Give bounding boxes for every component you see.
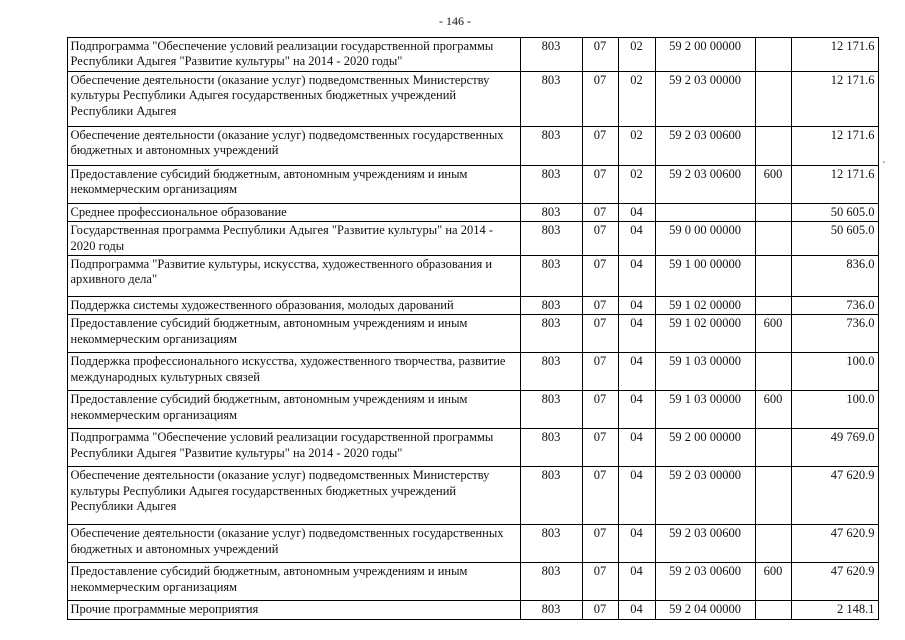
table-row	[33, 256, 878, 297]
cell-section: 07	[582, 429, 618, 467]
cell-name: Поддержка системы художественного образования, молодых дарований	[67, 297, 520, 315]
table-row	[33, 38, 878, 72]
cell-name: Среднее профессиональное образование	[67, 203, 520, 221]
cell-amount: 50 605.0	[791, 222, 878, 256]
row-margin	[33, 203, 67, 221]
cell-expense-type	[755, 71, 791, 126]
cell-name: Обеспечение деятельности (оказание услуг) подведомственных Министерству культуры Республики Адыгея государственных бюджетных учреждений Республики Адыгея	[67, 71, 520, 126]
table-row	[33, 71, 878, 126]
cell-name: Обеспечение деятельности (оказание услуг) подведомственных государственных бюджетных и автономных учреждений	[67, 525, 520, 563]
row-margin	[33, 38, 67, 72]
table-row	[33, 429, 878, 467]
cell-name: Обеспечение деятельности (оказание услуг) подведомственных государственных бюджетных и автономных учреждений	[67, 126, 520, 165]
cell-name: Поддержка профессионального искусства, художественного творчества, развитие международных культурных связей	[67, 353, 520, 391]
cell-expense-type: 600	[755, 315, 791, 353]
cell-target: 59 1 00 00000	[655, 256, 755, 297]
cell-amount: 100.0	[791, 353, 878, 391]
cell-ministry: 803	[520, 353, 582, 391]
table-row	[33, 467, 878, 525]
row-margin	[33, 467, 67, 525]
cell-name: Предоставление субсидий бюджетным, автономным учреждениям и иным некоммерческим организациям	[67, 315, 520, 353]
cell-expense-type	[755, 601, 791, 619]
cell-subsection: 04	[618, 467, 655, 525]
cell-amount: 100.0	[791, 391, 878, 429]
row-margin	[33, 429, 67, 467]
cell-target	[655, 203, 755, 221]
cell-ministry: 803	[520, 467, 582, 525]
cell-ministry: 803	[520, 256, 582, 297]
cell-expense-type: 600	[755, 391, 791, 429]
table-row	[33, 203, 878, 221]
cell-section: 07	[582, 467, 618, 525]
cell-name: Обеспечение деятельности (оказание услуг) подведомственных Министерству культуры Республики Адыгея государственных бюджетных учреждений Республики Адыгея	[67, 467, 520, 525]
row-margin	[33, 601, 67, 619]
table-row	[33, 391, 878, 429]
cell-amount: 12 171.6	[791, 165, 878, 203]
cell-amount: 836.0	[791, 256, 878, 297]
cell-ministry: 803	[520, 38, 582, 72]
cell-ministry: 803	[520, 563, 582, 601]
table-row	[33, 126, 878, 165]
table-row	[33, 353, 878, 391]
cell-amount: 736.0	[791, 297, 878, 315]
cell-target: 59 2 03 00000	[655, 71, 755, 126]
cell-subsection: 04	[618, 601, 655, 619]
cell-section: 07	[582, 126, 618, 165]
row-margin	[33, 126, 67, 165]
cell-name: Предоставление субсидий бюджетным, автономным учреждениям и иным некоммерческим организациям	[67, 391, 520, 429]
cell-ministry: 803	[520, 297, 582, 315]
row-margin	[33, 563, 67, 601]
cell-target: 59 2 04 00000	[655, 601, 755, 619]
cell-ministry: 803	[520, 222, 582, 256]
cell-target: 59 2 03 00000	[655, 467, 755, 525]
cell-name: Предоставление субсидий бюджетным, автономным учреждениям и иным некоммерческим организациям	[67, 165, 520, 203]
row-margin	[33, 165, 67, 203]
cell-subsection: 04	[618, 429, 655, 467]
cell-section: 07	[582, 297, 618, 315]
cell-amount: 50 605.0	[791, 203, 878, 221]
cell-amount: 47 620.9	[791, 525, 878, 563]
cell-target: 59 2 03 00600	[655, 563, 755, 601]
cell-target: 59 1 03 00000	[655, 391, 755, 429]
table-row	[33, 563, 878, 601]
row-margin	[33, 256, 67, 297]
cell-section: 07	[582, 353, 618, 391]
cell-target: 59 1 02 00000	[655, 315, 755, 353]
cell-ministry: 803	[520, 165, 582, 203]
cell-name: Подпрограмма "Обеспечение условий реализации государственной программы Республики Адыгея "Развитие культуры" на 2014 - 2020 годы"	[67, 38, 520, 72]
cell-expense-type	[755, 467, 791, 525]
cell-section: 07	[582, 391, 618, 429]
cell-subsection: 04	[618, 256, 655, 297]
cell-expense-type	[755, 256, 791, 297]
cell-subsection: 04	[618, 203, 655, 221]
cell-section: 07	[582, 165, 618, 203]
cell-section: 07	[582, 563, 618, 601]
cell-subsection: 02	[618, 71, 655, 126]
cell-ministry: 803	[520, 126, 582, 165]
cell-ministry: 803	[520, 203, 582, 221]
cell-expense-type	[755, 203, 791, 221]
scan-mark: '	[883, 160, 885, 171]
cell-amount: 736.0	[791, 315, 878, 353]
row-margin	[33, 297, 67, 315]
cell-section: 07	[582, 256, 618, 297]
cell-amount: 12 171.6	[791, 126, 878, 165]
cell-ministry: 803	[520, 525, 582, 563]
cell-section: 07	[582, 71, 618, 126]
cell-subsection: 04	[618, 315, 655, 353]
cell-ministry: 803	[520, 601, 582, 619]
row-margin	[33, 391, 67, 429]
cell-subsection: 02	[618, 38, 655, 72]
cell-section: 07	[582, 203, 618, 221]
row-margin	[33, 353, 67, 391]
table-row	[33, 222, 878, 256]
cell-target: 59 2 00 00000	[655, 38, 755, 72]
cell-expense-type	[755, 353, 791, 391]
cell-name: Предоставление субсидий бюджетным, автономным учреждениям и иным некоммерческим организациям	[67, 563, 520, 601]
cell-amount: 12 171.6	[791, 71, 878, 126]
cell-name: Прочие программные мероприятия	[67, 601, 520, 619]
table-row	[33, 525, 878, 563]
cell-subsection: 04	[618, 297, 655, 315]
cell-section: 07	[582, 38, 618, 72]
cell-ministry: 803	[520, 315, 582, 353]
cell-section: 07	[582, 315, 618, 353]
table-row	[33, 601, 878, 619]
cell-expense-type	[755, 429, 791, 467]
cell-expense-type	[755, 297, 791, 315]
cell-ministry: 803	[520, 429, 582, 467]
cell-expense-type	[755, 38, 791, 72]
cell-expense-type: 600	[755, 563, 791, 601]
cell-name: Подпрограмма "Развитие культуры, искусства, художественного образования и архивного дела"	[67, 256, 520, 297]
cell-name: Государственная программа Республики Адыгея "Развитие культуры" на 2014 - 2020 годы	[67, 222, 520, 256]
cell-target: 59 2 03 00600	[655, 525, 755, 563]
row-margin	[33, 315, 67, 353]
cell-target: 59 2 03 00600	[655, 126, 755, 165]
cell-target: 59 2 03 00600	[655, 165, 755, 203]
cell-subsection: 02	[618, 165, 655, 203]
cell-subsection: 02	[618, 126, 655, 165]
cell-subsection: 04	[618, 563, 655, 601]
cell-subsection: 04	[618, 353, 655, 391]
cell-section: 07	[582, 222, 618, 256]
cell-subsection: 04	[618, 222, 655, 256]
row-margin	[33, 525, 67, 563]
cell-amount: 12 171.6	[791, 38, 878, 72]
cell-name: Подпрограмма "Обеспечение условий реализации государственной программы Республики Адыгея "Развитие культуры" на 2014 - 2020 годы"	[67, 429, 520, 467]
table-row	[33, 315, 878, 353]
row-margin	[33, 222, 67, 256]
table-row	[33, 297, 878, 315]
cell-subsection: 04	[618, 525, 655, 563]
row-margin	[33, 71, 67, 126]
cell-section: 07	[582, 601, 618, 619]
page-number: - 146 -	[439, 14, 471, 28]
cell-expense-type: 600	[755, 165, 791, 203]
budget-table	[33, 37, 879, 620]
cell-amount: 47 620.9	[791, 563, 878, 601]
table-row	[33, 165, 878, 203]
cell-expense-type	[755, 525, 791, 563]
cell-target: 59 0 00 00000	[655, 222, 755, 256]
cell-target: 59 2 00 00000	[655, 429, 755, 467]
cell-amount: 2 148.1	[791, 601, 878, 619]
cell-expense-type	[755, 126, 791, 165]
cell-amount: 49 769.0	[791, 429, 878, 467]
cell-amount: 47 620.9	[791, 467, 878, 525]
cell-ministry: 803	[520, 391, 582, 429]
cell-target: 59 1 02 00000	[655, 297, 755, 315]
cell-section: 07	[582, 525, 618, 563]
cell-expense-type	[755, 222, 791, 256]
cell-subsection: 04	[618, 391, 655, 429]
cell-ministry: 803	[520, 71, 582, 126]
cell-target: 59 1 03 00000	[655, 353, 755, 391]
